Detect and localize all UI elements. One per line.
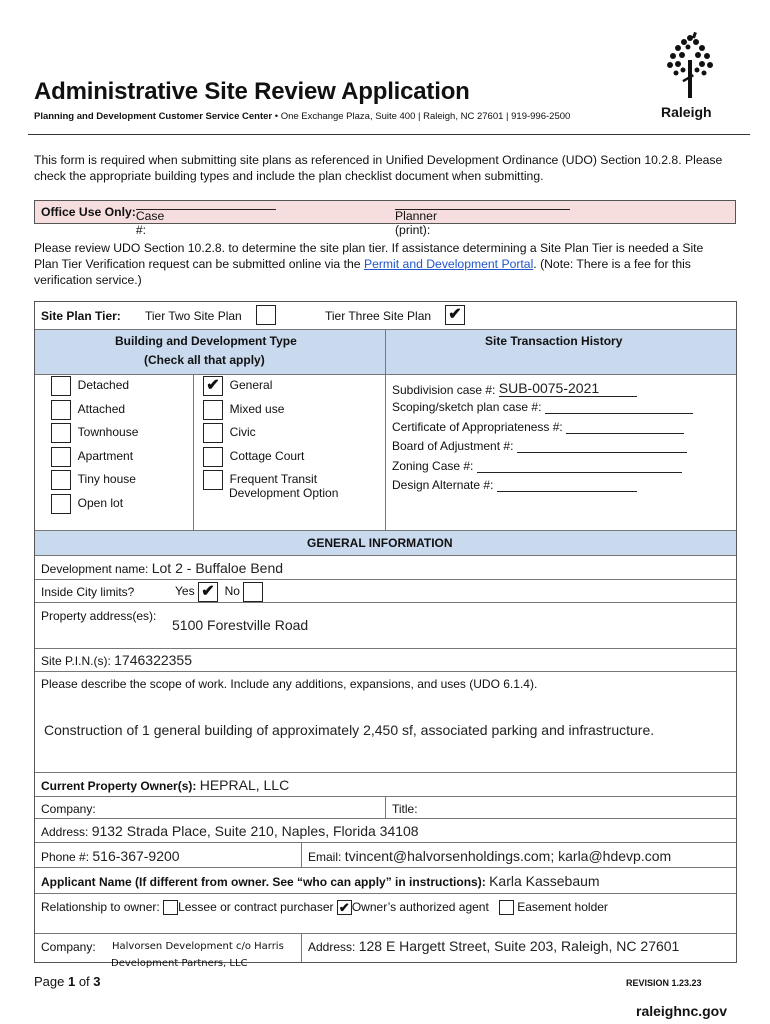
building-option-cottage-court xyxy=(203,447,338,471)
building-col2 xyxy=(203,376,338,500)
coa-label: Certificate of Appropriateness #: xyxy=(392,420,563,434)
office-use-row xyxy=(41,205,165,237)
owner-address-field[interactable]: 9132 Strada Place, Suite 210, Naples, Florida 34108 xyxy=(91,823,419,839)
dev-name-row xyxy=(41,560,283,576)
row-divider xyxy=(35,671,736,672)
frequent-transit-checkbox[interactable] xyxy=(203,470,223,490)
building-option-detached xyxy=(51,376,138,400)
tiny-house-checkbox[interactable] xyxy=(51,470,71,490)
applicant-row xyxy=(41,873,600,889)
applicant-address-row xyxy=(308,938,679,954)
company-label: Company: xyxy=(41,802,96,816)
general-header: GENERAL INFORMATION xyxy=(307,536,453,550)
planner-label: Planner (print): xyxy=(395,209,438,237)
no-checkbox[interactable] xyxy=(243,582,263,602)
header-divider xyxy=(28,134,750,135)
zoning-row xyxy=(392,459,682,473)
building-option-tiny-house xyxy=(51,470,138,494)
dev-name-field[interactable]: Lot 2 - Buffaloe Bend xyxy=(151,560,284,576)
mixed-use-label: Mixed use xyxy=(229,401,285,416)
coa-row xyxy=(392,420,684,434)
owner-row xyxy=(41,777,289,793)
building-option-mixed-use xyxy=(203,400,338,424)
property-address-field[interactable]: 5100 Forestville Road xyxy=(172,617,309,633)
scope-field[interactable]: Construction of 1 general building of approximately 2,450 sf, associated parking and infrastructure. xyxy=(44,722,655,738)
logo-text: Raleigh xyxy=(661,104,712,120)
raleigh-tree-logo-icon xyxy=(660,30,720,100)
easement-label: Easement holder xyxy=(517,900,608,914)
yes-checkbox[interactable]: ✔ xyxy=(198,582,218,602)
case-label: Case #: xyxy=(135,209,165,237)
row-divider xyxy=(35,772,736,773)
page-total: 3 xyxy=(93,974,101,989)
zoning-label: Zoning Case #: xyxy=(392,459,474,473)
general-checkbox[interactable]: ✔ xyxy=(203,376,223,396)
detached-checkbox[interactable] xyxy=(51,376,71,396)
applicant-field[interactable]: Karla Kassebaum xyxy=(489,873,600,889)
row-divider xyxy=(35,555,736,556)
applicant-company-field-cont: Development Partners, LLC xyxy=(111,958,248,969)
apartment-label: Apartment xyxy=(77,448,134,463)
row-divider xyxy=(35,648,736,649)
design-field[interactable] xyxy=(497,491,637,492)
column-divider xyxy=(301,842,302,867)
building-option-townhouse xyxy=(51,423,138,447)
email-row xyxy=(308,848,671,864)
subdivision-field[interactable]: SUB-0075-2021 xyxy=(499,380,637,397)
email-field[interactable]: tvincent@halvorsenholdings.com; karla@hdevp.com xyxy=(344,848,672,864)
subtitle-center: Planning and Development Customer Service Center xyxy=(34,111,273,122)
relationship-label: Relationship to owner: xyxy=(41,900,160,914)
property-address-label: Property address(es): xyxy=(41,609,157,623)
review-text-after: . (Note: There is a fee for this verification service.) xyxy=(34,257,691,287)
design-label: Design Alternate #: xyxy=(392,478,494,492)
revision-label: REVISION 1.23.23 xyxy=(626,978,702,988)
relationship-row xyxy=(41,900,608,915)
boa-field[interactable] xyxy=(517,452,687,453)
subtitle-address: • One Exchange Plaza, Suite 400 | Raleigh, NC 27601 | 919-996-2500 xyxy=(272,111,571,122)
dev-name-label: Development name: xyxy=(41,562,149,576)
row-divider xyxy=(35,602,736,603)
building-option-general xyxy=(203,376,338,400)
building-header-title: Building and Development Type xyxy=(115,334,297,348)
owner-field[interactable]: HEPRAL, LLC xyxy=(199,777,290,793)
page-prefix: Page xyxy=(34,974,68,989)
title-label: Title: xyxy=(392,802,418,816)
attached-checkbox[interactable] xyxy=(51,400,71,420)
subdivision-row xyxy=(392,380,637,397)
civic-label: Civic xyxy=(229,425,256,440)
row-divider xyxy=(35,933,736,934)
attached-label: Attached xyxy=(77,401,126,416)
tiny-house-label: Tiny house xyxy=(77,472,136,487)
tier-three-checkbox[interactable]: ✔ xyxy=(445,305,465,325)
tier-label: Site Plan Tier: xyxy=(41,309,121,323)
column-divider xyxy=(193,374,194,530)
row-divider xyxy=(35,818,736,819)
applicant-label: Applicant Name (If different from owner. See “who can apply” in instructions): xyxy=(41,875,486,889)
page-number xyxy=(34,974,101,989)
agent-label: Owner’s authorized agent xyxy=(351,900,489,914)
building-header-sub: (Check all that apply) xyxy=(144,353,265,367)
detached-label: Detached xyxy=(77,378,130,393)
column-divider xyxy=(385,330,386,530)
building-option-civic xyxy=(203,423,338,447)
mixed-use-checkbox[interactable] xyxy=(203,400,223,420)
city-limits-label: Inside City limits? xyxy=(41,585,135,599)
open-lot-label: Open lot xyxy=(77,495,124,510)
phone-field[interactable]: 516-367-9200 xyxy=(92,848,180,864)
tier-two-checkbox[interactable] xyxy=(256,305,276,325)
page-title: Administrative Site Review Application xyxy=(34,78,470,105)
building-option-attached xyxy=(51,400,138,424)
coa-field[interactable] xyxy=(566,433,684,434)
pin-label: Site P.I.N.(s): xyxy=(41,654,111,668)
city-limits-options xyxy=(175,582,263,602)
townhouse-label: Townhouse xyxy=(77,425,139,440)
easement-checkbox[interactable] xyxy=(499,900,514,915)
civic-checkbox[interactable] xyxy=(203,423,223,443)
scoping-field[interactable] xyxy=(545,413,693,414)
review-text xyxy=(34,240,728,288)
pin-field[interactable]: 1746322355 xyxy=(114,652,193,668)
building-option-apartment xyxy=(51,447,138,471)
subdivision-label: Subdivision case #: xyxy=(392,383,496,397)
case-field[interactable] xyxy=(136,209,276,210)
boa-row xyxy=(392,439,687,453)
building-option-open-lot xyxy=(51,494,138,518)
building-option-frequent-transit xyxy=(203,470,338,486)
frequent-transit-label: Frequent Transit xyxy=(229,472,318,487)
scoping-label: Scoping/sketch plan case #: xyxy=(392,400,542,414)
pin-row xyxy=(41,652,192,668)
applicant-address-label: Address: xyxy=(308,940,356,954)
planner-field[interactable] xyxy=(395,209,570,210)
row-divider xyxy=(35,842,736,843)
page-subtitle xyxy=(34,111,570,122)
applicant-company-label: Company: xyxy=(41,940,96,954)
general-label: General xyxy=(229,378,273,393)
page-current: 1 xyxy=(67,974,76,989)
intro-text: This form is required when submitting site plans as referenced in Unified Development Ordinance (UDO) Section 10.2.8. Please check the appropriate building types and include the plan checklist document when submitting. xyxy=(34,153,723,183)
townhouse-checkbox[interactable] xyxy=(51,423,71,443)
lessee-label: Lessee or contract purchaser xyxy=(178,900,334,914)
phone-row xyxy=(41,848,180,864)
yes-label: Yes xyxy=(175,584,195,599)
tier-two-label: Tier Two Site Plan xyxy=(145,309,242,323)
row-divider xyxy=(35,579,736,580)
agent-checkbox[interactable]: ✔ xyxy=(337,900,352,915)
frequent-transit-label-cont: Development Option xyxy=(229,486,339,500)
building-col1 xyxy=(51,376,138,517)
owner-address-label: Address: xyxy=(41,825,89,839)
phone-label: Phone #: xyxy=(41,850,90,864)
review-text-before: Please review UDO Section 10.2.8. to determine the site plan tier. If assistance determining a Site Plan Tier is needed a Site Plan Tier Verification request can be submitted online via the xyxy=(34,241,704,271)
row-divider xyxy=(35,893,736,894)
open-lot-checkbox[interactable] xyxy=(51,494,71,514)
office-use-label: Office Use Only: xyxy=(41,205,136,219)
owner-label: Current Property Owner(s): xyxy=(41,779,197,793)
apartment-checkbox[interactable] xyxy=(51,447,71,467)
row-divider xyxy=(35,374,736,375)
boa-label: Board of Adjustment #: xyxy=(392,439,514,453)
cottage-court-checkbox[interactable] xyxy=(203,447,223,467)
email-label: Email: xyxy=(308,850,342,864)
design-row xyxy=(392,478,637,492)
page-of: of xyxy=(75,974,94,989)
application-form xyxy=(34,301,737,963)
cottage-court-label: Cottage Court xyxy=(229,448,305,463)
no-label: No xyxy=(224,584,240,599)
row-divider xyxy=(35,867,736,868)
permit-portal-link[interactable]: Permit and Development Portal xyxy=(363,257,534,271)
office-use-bar xyxy=(34,200,736,237)
tier-three-label: Tier Three Site Plan xyxy=(325,309,432,323)
applicant-company-field[interactable]: Halvorsen Development c/o Harris xyxy=(112,941,284,952)
scoping-row xyxy=(392,400,693,414)
column-divider xyxy=(385,796,386,818)
owner-address-row xyxy=(41,823,419,839)
scope-label: Please describe the scope of work. Include any additions, expansions, and uses (UDO 6.1.4). xyxy=(41,677,538,691)
lessee-checkbox[interactable] xyxy=(163,900,178,915)
applicant-address-field[interactable]: 128 E Hargett Street, Suite 203, Raleigh, NC 27601 xyxy=(358,938,680,954)
history-header: Site Transaction History xyxy=(485,334,623,348)
zoning-field[interactable] xyxy=(477,472,682,473)
column-divider xyxy=(301,933,302,962)
site-url[interactable]: raleighnc.gov xyxy=(636,1003,728,1019)
